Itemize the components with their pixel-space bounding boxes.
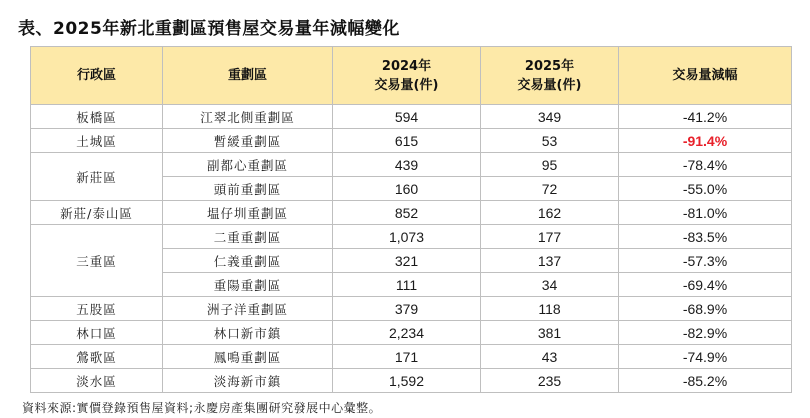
volume-2024-cell: 111 <box>333 273 481 297</box>
volume-2024-cell: 379 <box>333 297 481 321</box>
volume-2024-cell: 171 <box>333 345 481 369</box>
zone-cell: 頭前重劃區 <box>163 177 333 201</box>
volume-2025-cell: 95 <box>481 153 619 177</box>
volume-2025-cell: 137 <box>481 249 619 273</box>
decline-cell: -82.9% <box>619 321 792 345</box>
zone-cell: 淡海新市鎮 <box>163 369 333 393</box>
zone-cell: 鳳鳴重劃區 <box>163 345 333 369</box>
district-cell: 鶯歌區 <box>31 345 163 369</box>
district-cell: 板橋區 <box>31 105 163 129</box>
district-cell: 淡水區 <box>31 369 163 393</box>
page-title: 表、2025年新北重劃區預售屋交易量年減幅變化 <box>18 19 400 39</box>
header-zone: 重劃區 <box>163 47 333 105</box>
header-district: 行政區 <box>31 47 163 105</box>
decline-cell: -78.4% <box>619 153 792 177</box>
district-cell: 林口區 <box>31 321 163 345</box>
decline-cell: -55.0% <box>619 177 792 201</box>
decline-cell: -68.9% <box>619 297 792 321</box>
zone-cell: 林口新市鎮 <box>163 321 333 345</box>
volume-2025-cell: 43 <box>481 345 619 369</box>
volume-2024-cell: 1,073 <box>333 225 481 249</box>
zone-cell: 塭仔圳重劃區 <box>163 201 333 225</box>
volume-2024-cell: 852 <box>333 201 481 225</box>
volume-2025-cell: 53 <box>481 129 619 153</box>
district-cell: 土城區 <box>31 129 163 153</box>
source-note: 資料來源:實價登錄預售屋資料;永慶房產集團研究發展中心彙整。 <box>22 401 382 415</box>
district-cell: 新莊/泰山區 <box>31 201 163 225</box>
volume-2025-cell: 177 <box>481 225 619 249</box>
decline-cell: -74.9% <box>619 345 792 369</box>
header-2024-volume: 2024年 交易量(件) <box>333 47 481 105</box>
decline-cell: -91.4% <box>619 129 792 153</box>
table-row <box>31 153 792 177</box>
volume-2025-cell: 235 <box>481 369 619 393</box>
table-row <box>31 201 792 225</box>
decline-cell: -41.2% <box>619 105 792 129</box>
table-row <box>31 105 792 129</box>
table-row <box>31 129 792 153</box>
volume-2024-cell: 160 <box>333 177 481 201</box>
zone-cell: 仁義重劃區 <box>163 249 333 273</box>
volume-2025-cell: 72 <box>481 177 619 201</box>
decline-cell: -81.0% <box>619 201 792 225</box>
table-row <box>31 297 792 321</box>
volume-2024-cell: 439 <box>333 153 481 177</box>
zone-cell: 副都心重劃區 <box>163 153 333 177</box>
volume-2024-cell: 594 <box>333 105 481 129</box>
table-row <box>31 345 792 369</box>
district-cell: 五股區 <box>31 297 163 321</box>
decline-cell: -69.4% <box>619 273 792 297</box>
volume-2024-cell: 615 <box>333 129 481 153</box>
district-cell: 新莊區 <box>31 153 163 201</box>
volume-2025-cell: 381 <box>481 321 619 345</box>
volume-2024-cell: 2,234 <box>333 321 481 345</box>
zone-cell: 重陽重劃區 <box>163 273 333 297</box>
table-row <box>31 321 792 345</box>
volume-2025-cell: 349 <box>481 105 619 129</box>
zone-cell: 暫緩重劃區 <box>163 129 333 153</box>
header-row <box>31 47 792 105</box>
volume-2024-cell: 1,592 <box>333 369 481 393</box>
volume-2025-cell: 34 <box>481 273 619 297</box>
district-cell: 三重區 <box>31 225 163 297</box>
redevelopment-zone-table <box>30 46 792 393</box>
zone-cell: 江翠北側重劃區 <box>163 105 333 129</box>
table-row <box>31 369 792 393</box>
table-row <box>31 225 792 249</box>
volume-2025-cell: 162 <box>481 201 619 225</box>
header-decline: 交易量減幅 <box>619 47 792 105</box>
volume-2025-cell: 118 <box>481 297 619 321</box>
decline-cell: -83.5% <box>619 225 792 249</box>
table-header <box>31 47 792 105</box>
table-body <box>31 105 792 393</box>
zone-cell: 洲子洋重劃區 <box>163 297 333 321</box>
zone-cell: 二重重劃區 <box>163 225 333 249</box>
header-2025-volume: 2025年 交易量(件) <box>481 47 619 105</box>
volume-2024-cell: 321 <box>333 249 481 273</box>
decline-cell: -85.2% <box>619 369 792 393</box>
decline-cell: -57.3% <box>619 249 792 273</box>
